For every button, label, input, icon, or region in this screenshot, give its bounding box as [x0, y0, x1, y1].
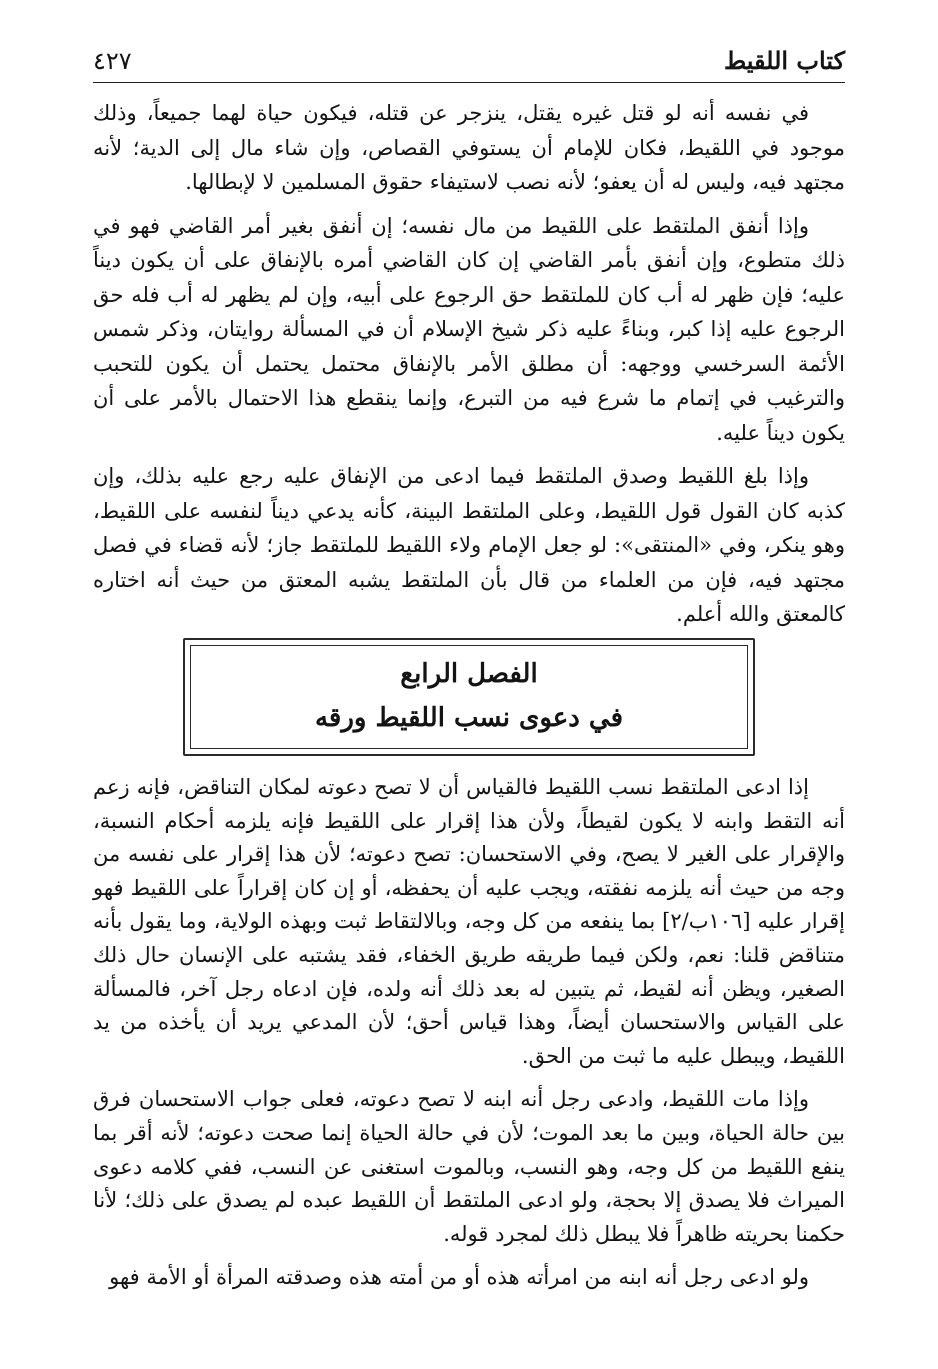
header-rule: [93, 82, 845, 83]
running-header: [93, 36, 845, 76]
text-block-top: [93, 96, 845, 632]
paragraph: إذا ادعى الملتقط نسب اللقيط فالقياس أن لا تصح دعوته لمكان التناقض، فإنه زعم أنه التقط وابنه لا يكون لقيطاً، ولأن هذا إقرار على اللقيط فإنه يلزمه أحكام النسبة، والإقرار على الغير لا يصح، وفي الاستحسان: تصح دعوته؛ لأن هذا إقرار على نفسه من وجه من حيث أنه يلزمه نفقته، ويجب عليه أن يحفظه، أو إن كان إقراراً على اللقيط فهو إقرار عليه [١٠٦ب/٢] بما ينفعه من كل وجه، وبالالتقاط ثبت وبهذه الولاية، وما يقول بأنه متناقض قلنا: نعم، ولكن فيما طريقه طريق الخفاء، فقد يشتبه على الإنسان حال ذلك الصغير، ويظن أنه لقيط، ثم يتبين له بعد ذلك أنه ولده، فإن ادعاه رجل آخر، فالمسألة على القياس والاستحسان أيضاً، وهذا قياس أحق؛ لأن المدعي يريد أن يأخذه من يد اللقيط، ويبطل عليه ما ثبت من الحق.: [93, 775, 845, 1068]
chapter-heading-frame: [183, 638, 755, 756]
paragraph: ولو ادعى رجل أنه ابنه من امرأته هذه أو من أمته هذه وصدقته المرأة أو الأمة فهو: [109, 1265, 809, 1290]
book-title: كتاب اللقيط: [723, 46, 845, 75]
text-block-bottom: [93, 771, 845, 1295]
chapter-number: الفصل الرابع: [400, 659, 538, 689]
paragraph: في نفسه أنه لو قتل غيره يقتل، ينزجر عن قتله، فيكون حياة لهما جميعاً، وذلك موجود في اللقيط، فكان للإمام أن يستوفي القصاص، وإن شاء مال إلى الدية؛ لأنه مجتهد فيه، وليس له أن يعفو؛ لأنه نصب لاستيفاء حقوق المسلمين لا لإبطالها.: [93, 101, 845, 194]
paragraph: وإذا مات اللقيط، وادعى رجل أنه ابنه لا تصح دعوته، فعلى جواب الاستحسان فرق بين حالة الحياة، وبين ما بعد الموت؛ لأن في حالة الحياة إنما صحت دعوته؛ لأنه أقر بما ينفع اللقيط من كل وجه، وهو النسب، وبالموت استغنى عن النسب، ففي كلامه دعوى الميراث فلا يصدق إلا بحجة، ولو ادعى الملتقط أن اللقيط عبده لم يصدق على ذلك؛ لأنا حكمنا بحريته ظاهراً فلا يبطل ذلك لمجرد قوله.: [93, 1087, 845, 1246]
paragraph: وإذا أنفق الملتقط على اللقيط من مال نفسه؛ إن أنفق بغير أمر القاضي فهو في ذلك متطوع، وإن أنفق بأمر القاضي إن كان القاضي أمره بالإنفاق على أن يكون ديناً عليه؛ فإن ظهر له أب كان للملتقط حق الرجوع على أبيه، وإن لم يظهر له أب فله حق الرجوع عليه إذا كبر، وبناءً عليه ذكر شيخ الإسلام أن في المسألة روايتان، وذكر شمس الأئمة السرخسي ووجهه: أن مطلق الأمر بالإنفاق محتمل يحتمل أن يكون للتحبب والترغيب في إتمام ما شرع فيه من التبرع، وإنما ينقطع هذا الاحتمال بالأمر على أن يكون ديناً عليه.: [93, 213, 845, 445]
page-number: ٤٢٧: [93, 47, 132, 75]
paragraph: وإذا بلغ اللقيط وصدق الملتقط فيما ادعى من الإنفاق عليه رجع عليه بذلك، وإن كذبه كان القول قول اللقيط، وعلى الملتقط البينة، كأنه يدعي ديناً لنفسه على اللقيط، وهو ينكر، وفي «المنتقى»: لو جعل الإمام ولاء اللقيط للملتقط جاز؛ لأنه قضاء في فصل مجتهد فيه، فإن من العلماء من قال بأن الملتقط يشبه المعتق من حيث أنه اختاره كالمعتق والله أعلم.: [93, 464, 845, 626]
chapter-title: في دعوى نسب اللقيط ورقه: [314, 703, 624, 733]
